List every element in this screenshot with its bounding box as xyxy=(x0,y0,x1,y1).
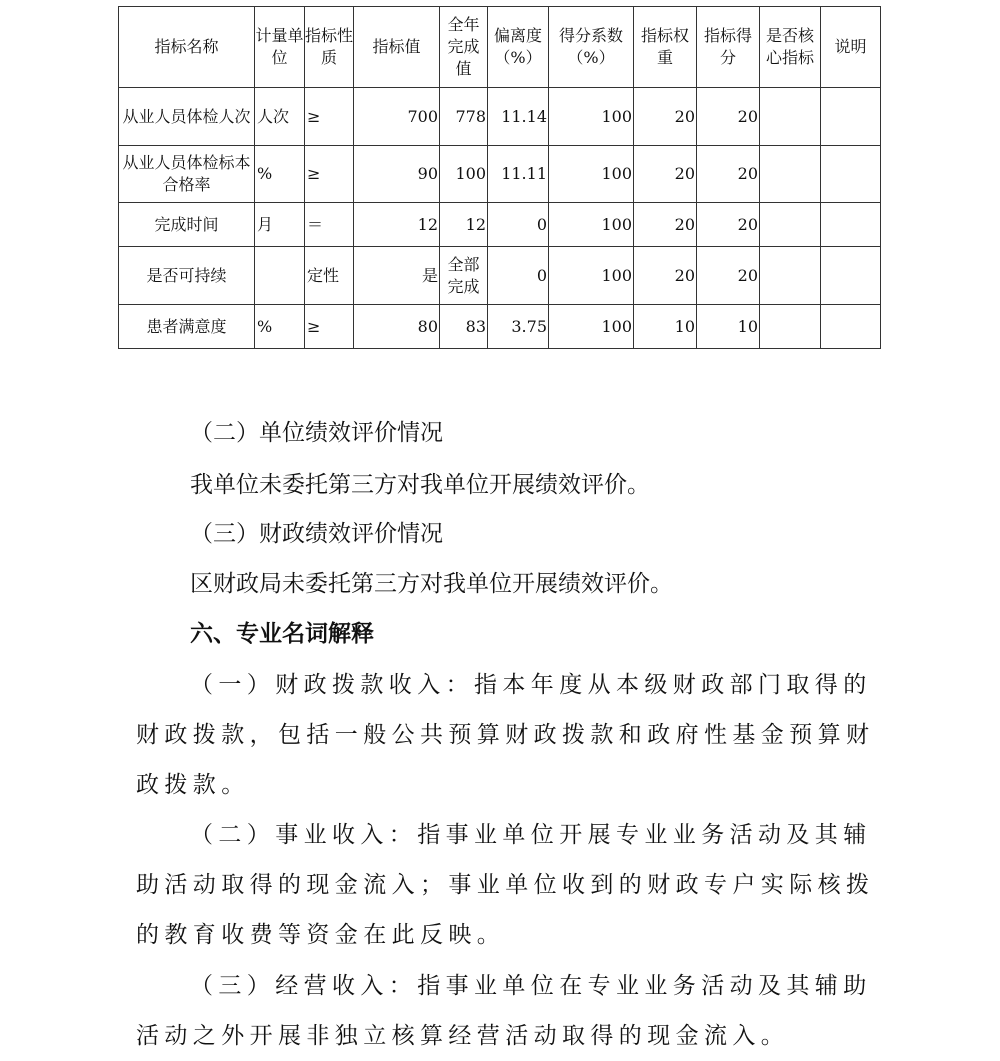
cell-unit: % xyxy=(255,146,305,203)
cell-actual: 全部完成 xyxy=(440,247,488,305)
cell-unit: 人次 xyxy=(255,88,305,146)
table-row xyxy=(119,305,881,349)
section-heading-terms: 六、专业名词解释 xyxy=(190,620,374,647)
cell-core xyxy=(760,305,821,349)
cell-target: 700 xyxy=(354,88,440,146)
header-weight: 指标权重 xyxy=(634,7,697,88)
cell-name: 从业人员体检标本合格率 xyxy=(119,146,255,203)
cell-core xyxy=(760,88,821,146)
header-coefficient: 得分系数（%） xyxy=(549,7,634,88)
cell-nature: ≥ xyxy=(305,146,354,203)
heading-fiscal-evaluation: （三）财政绩效评价情况 xyxy=(190,521,443,547)
cell-target: 12 xyxy=(354,203,440,247)
term-text: 指本年度从本级财政部门取得的财政拨款，包括一般公共预算财政拨款和政府性基金预算财政拨款。 xyxy=(136,672,875,798)
cell-note xyxy=(821,247,881,305)
table-header-row xyxy=(119,7,881,88)
table-row xyxy=(119,88,881,146)
cell-score: 20 xyxy=(697,203,760,247)
cell-note xyxy=(821,88,881,146)
cell-note xyxy=(821,203,881,247)
cell-score: 20 xyxy=(697,88,760,146)
cell-core xyxy=(760,146,821,203)
cell-deviation: 3.75 xyxy=(488,305,549,349)
cell-deviation: 11.14 xyxy=(488,88,549,146)
cell-unit: % xyxy=(255,305,305,349)
header-core: 是否核心指标 xyxy=(760,7,821,88)
cell-score: 20 xyxy=(697,247,760,305)
table-row xyxy=(119,247,881,305)
cell-core xyxy=(760,247,821,305)
term-fiscal-appropriation xyxy=(136,660,886,810)
cell-coefficient: 100 xyxy=(549,146,634,203)
cell-note xyxy=(821,146,881,203)
header-note: 说明 xyxy=(821,7,881,88)
cell-name: 是否可持续 xyxy=(119,247,255,305)
term-text: 指事业单位在专业业务活动及其辅助活动之外开展非独立核算经营活动取得的现金流入。 xyxy=(136,973,872,1049)
header-target: 指标值 xyxy=(354,7,440,88)
term-label: （三）经营收入： xyxy=(190,973,418,999)
term-label: （一）财政拨款收入： xyxy=(190,672,474,698)
cell-coefficient: 100 xyxy=(549,247,634,305)
term-operating-income xyxy=(136,961,886,1061)
cell-coefficient: 100 xyxy=(549,305,634,349)
cell-target: 90 xyxy=(354,146,440,203)
term-label: （二）事业收入： xyxy=(190,822,418,848)
cell-score: 10 xyxy=(697,305,760,349)
cell-deviation: 11.11 xyxy=(488,146,549,203)
table-row xyxy=(119,203,881,247)
performance-table xyxy=(118,6,881,349)
cell-name: 完成时间 xyxy=(119,203,255,247)
header-nature: 指标性质 xyxy=(305,7,354,88)
cell-actual: 83 xyxy=(440,305,488,349)
cell-weight: 20 xyxy=(634,146,697,203)
header-actual: 全年完成值 xyxy=(440,7,488,88)
cell-weight: 10 xyxy=(634,305,697,349)
cell-nature: ≥ xyxy=(305,305,354,349)
cell-weight: 20 xyxy=(634,247,697,305)
cell-score: 20 xyxy=(697,146,760,203)
cell-core xyxy=(760,203,821,247)
header-unit: 计量单位 xyxy=(255,7,305,88)
cell-target: 80 xyxy=(354,305,440,349)
text-fiscal-evaluation: 区财政局未委托第三方对我单位开展绩效评价。 xyxy=(190,571,673,597)
header-score: 指标得分 xyxy=(697,7,760,88)
term-business-income xyxy=(136,810,886,960)
cell-coefficient: 100 xyxy=(549,88,634,146)
cell-name: 从业人员体检人次 xyxy=(119,88,255,146)
cell-actual: 100 xyxy=(440,146,488,203)
cell-note xyxy=(821,305,881,349)
cell-nature: 定性 xyxy=(305,247,354,305)
cell-deviation: 0 xyxy=(488,247,549,305)
term-text: 指事业单位开展专业业务活动及其辅助活动取得的现金流入；事业单位收到的财政专户实际核拨的教育收费等资金在此反映。 xyxy=(136,822,875,948)
cell-target: 是 xyxy=(354,247,440,305)
cell-coefficient: 100 xyxy=(549,203,634,247)
cell-unit xyxy=(255,247,305,305)
cell-weight: 20 xyxy=(634,88,697,146)
header-deviation: 偏离度（%） xyxy=(488,7,549,88)
cell-unit: 月 xyxy=(255,203,305,247)
cell-name: 患者满意度 xyxy=(119,305,255,349)
cell-actual: 778 xyxy=(440,88,488,146)
heading-unit-evaluation: （二）单位绩效评价情况 xyxy=(190,420,443,446)
header-indicator-name: 指标名称 xyxy=(119,7,255,88)
text-unit-evaluation: 我单位未委托第三方对我单位开展绩效评价。 xyxy=(190,472,650,498)
cell-nature: ＝ xyxy=(305,203,354,247)
cell-weight: 20 xyxy=(634,203,697,247)
cell-deviation: 0 xyxy=(488,203,549,247)
table-row xyxy=(119,146,881,203)
cell-nature: ≥ xyxy=(305,88,354,146)
cell-actual: 12 xyxy=(440,203,488,247)
